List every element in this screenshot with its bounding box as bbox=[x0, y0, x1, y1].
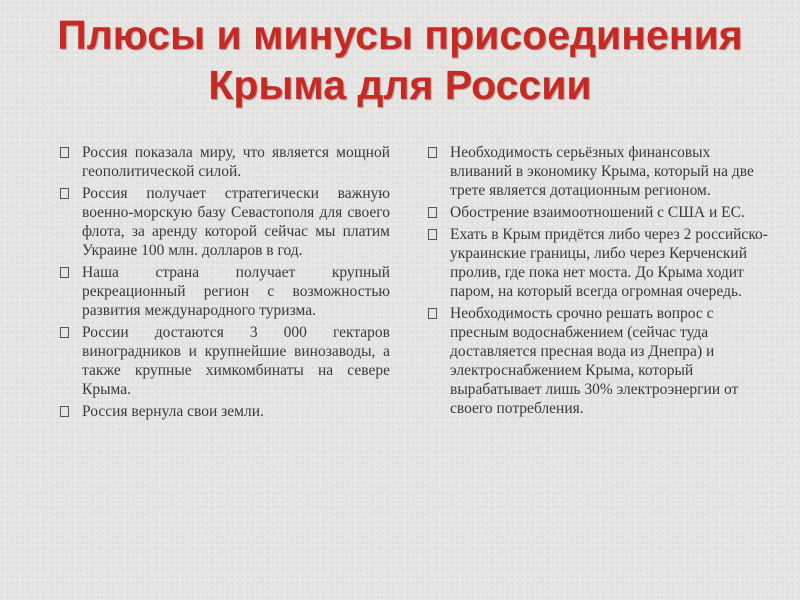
list-item bbox=[428, 203, 773, 222]
list-item-text: Обострение взаимоотношений с США и ЕС. bbox=[450, 204, 745, 221]
slide-title-line-2: Крыма для России bbox=[208, 62, 592, 108]
list-item-text: Необходимость серьёзных финансовых вливаний в экономику Крыма, который на две трете является дотационным регионом. bbox=[450, 144, 754, 199]
list-item-text: Необходимость срочно решать вопрос с пресным водоснабжением (сейчас туда доставляется пресная вода из Днепра) и электроснабжением Крыма, который вырабатывает лишь 30% электроэнергии от своего потребления. bbox=[450, 305, 739, 417]
list-item-text: Россия получает стратегически важную военно-морскую базу Севастополя для своего флота, за аренду которой сейчас мы платим Украине 100 млн. долларов в год. bbox=[82, 185, 390, 259]
list-item bbox=[60, 323, 390, 399]
list-item bbox=[60, 263, 390, 320]
cons-list bbox=[428, 143, 773, 421]
square-bullet-icon bbox=[428, 207, 437, 218]
square-bullet-icon bbox=[60, 406, 69, 417]
pros-list bbox=[60, 143, 390, 424]
square-bullet-icon bbox=[428, 308, 437, 319]
square-bullet-icon bbox=[60, 147, 69, 158]
list-item bbox=[60, 143, 390, 181]
list-item bbox=[60, 184, 390, 260]
list-item-text: Наша страна получает крупный рекреационный регион с возможностью развития международного туризма. bbox=[82, 264, 390, 319]
list-item bbox=[428, 304, 773, 418]
list-item bbox=[428, 225, 773, 301]
square-bullet-icon bbox=[60, 267, 69, 278]
square-bullet-icon bbox=[428, 229, 437, 240]
slide-title-line-1: Плюсы и минусы присоединения bbox=[57, 12, 743, 58]
list-item bbox=[60, 402, 390, 421]
square-bullet-icon bbox=[60, 188, 69, 199]
square-bullet-icon bbox=[428, 147, 437, 158]
list-item-text: России достаются 3 000 гектаров виноградников и крупнейшие винозаводы, а также крупные химкомбинаты на севере Крыма. bbox=[82, 324, 390, 398]
list-item-text: Ехать в Крым придётся либо через 2 российско-украинские границы, либо через Керченский пролив, где пока нет моста. До Крыма ходит паром, на который всегда огромная очередь. bbox=[450, 226, 768, 300]
list-item bbox=[428, 143, 773, 200]
slide-title bbox=[0, 10, 800, 110]
list-item-text: Россия вернула свои земли. bbox=[82, 403, 264, 420]
square-bullet-icon bbox=[60, 327, 69, 338]
list-item-text: Россия показала миру, что является мощной геополитической силой. bbox=[82, 144, 390, 180]
